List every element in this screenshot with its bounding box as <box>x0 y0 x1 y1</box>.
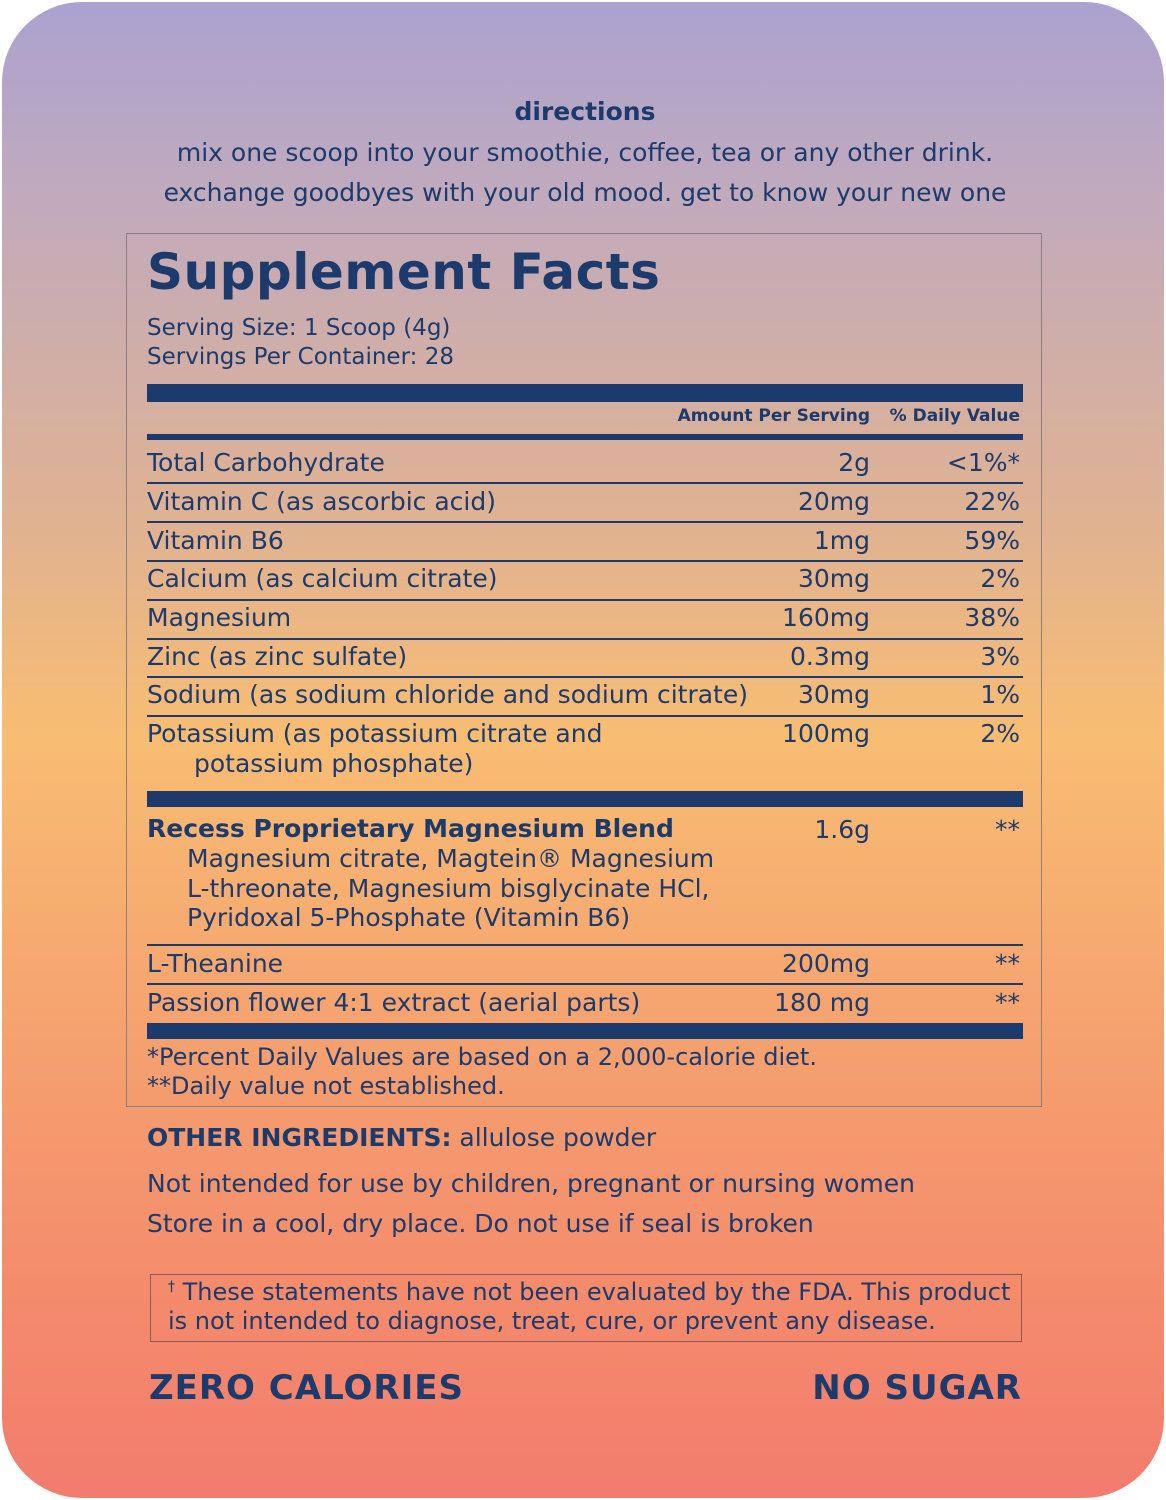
row-daily-value: ** <box>995 988 1020 1017</box>
row-amount: 2g <box>838 448 870 477</box>
no-sugar-claim: NO SUGAR <box>812 1368 1022 1408</box>
header-daily-value: % Daily Value <box>889 406 1020 426</box>
footnote-daily-values: *Percent Daily Values are based on a 2,000-calorie diet. <box>147 1043 817 1071</box>
row-rule <box>147 521 1023 523</box>
row-name: Zinc (as zinc sulfate) <box>147 642 408 671</box>
storage-text: Store in a cool, dry place. Do not use if seal is broken <box>147 1209 814 1238</box>
row-rule <box>147 983 1023 985</box>
row-name: Vitamin B6 <box>147 526 284 555</box>
fda-line-text: These statements have not been evaluated by the FDA. This product <box>175 1278 1011 1306</box>
row-daily-value: 2% <box>980 564 1020 593</box>
row-name: Passion flower 4:1 extract (aerial parts) <box>147 988 641 1017</box>
directions-title: directions <box>514 97 656 126</box>
row-amount: 200mg <box>782 949 870 978</box>
row-name: Potassium (as potassium citrate and <box>147 719 603 748</box>
row-daily-value: 59% <box>964 526 1020 555</box>
supplement-facts-title: Supplement Facts <box>147 243 661 301</box>
thick-divider <box>147 791 1023 807</box>
other-ingredients-label: OTHER INGREDIENTS: <box>147 1123 452 1152</box>
row-rule <box>147 599 1023 601</box>
row-amount: 160mg <box>782 603 870 632</box>
other-ingredients <box>147 1123 656 1152</box>
dagger-mark: † <box>168 1279 175 1295</box>
header-amount: Amount Per Serving <box>677 406 870 426</box>
row-rule <box>147 638 1023 640</box>
row-rule <box>147 560 1023 562</box>
row-amount: 30mg <box>797 564 870 593</box>
warning-text: Not intended for use by children, pregnant or nursing women <box>147 1169 916 1198</box>
row-rule <box>147 482 1023 484</box>
row-name: Magnesium <box>147 603 292 632</box>
directions-line-1: mix one scoop into your smoothie, coffee, tea or any other drink. <box>176 138 994 167</box>
blend-ingredients-line: Pyridoxal 5-Phosphate (Vitamin B6) <box>187 903 631 932</box>
blend-ingredients-line: Magnesium citrate, Magtein® Magnesium <box>187 844 715 873</box>
serving-size: Serving Size: 1 Scoop (4g) <box>147 315 451 341</box>
row-rule <box>147 715 1023 717</box>
row-name: Sodium (as sodium chloride and sodium citrate) <box>147 680 748 709</box>
fda-disclaimer-line-1 <box>168 1278 1010 1306</box>
row-amount: 180 mg <box>774 988 870 1017</box>
row-daily-value: 3% <box>980 642 1020 671</box>
row-rule <box>147 676 1023 678</box>
row-amount: 1mg <box>813 526 870 555</box>
row-amount: 0.3mg <box>790 642 870 671</box>
thick-divider <box>147 1023 1023 1039</box>
row-amount: 20mg <box>797 487 870 516</box>
blend-ingredients-line: L-threonate, Magnesium bisglycinate HCl, <box>187 874 710 903</box>
row-amount: 100mg <box>782 719 870 748</box>
row-amount: 30mg <box>797 680 870 709</box>
blend-amount: 1.6g <box>814 815 870 844</box>
thick-divider <box>147 384 1023 402</box>
other-ingredients-value: allulose powder <box>451 1123 657 1152</box>
blend-daily-value: ** <box>995 815 1020 844</box>
row-daily-value: 22% <box>964 487 1020 516</box>
row-name: Calcium (as calcium citrate) <box>147 564 498 593</box>
row-rule <box>147 944 1023 946</box>
zero-calories-claim: ZERO CALORIES <box>149 1368 464 1408</box>
footnote-not-established: **Daily value not established. <box>147 1072 505 1100</box>
servings-per-container: Servings Per Container: 28 <box>147 344 454 370</box>
row-name: L-Theanine <box>147 949 284 978</box>
row-daily-value: 2% <box>980 719 1020 748</box>
row-name: Vitamin C (as ascorbic acid) <box>147 487 496 516</box>
directions-line-2: exchange goodbyes with your old mood. get to know your new one <box>163 178 1007 207</box>
row-name-continued: potassium phosphate) <box>194 749 474 778</box>
row-name: Total Carbohydrate <box>147 448 385 477</box>
row-daily-value: <1%* <box>946 448 1020 477</box>
label-panel <box>2 2 1164 1498</box>
medium-divider <box>147 434 1023 440</box>
row-daily-value: 38% <box>964 603 1020 632</box>
row-daily-value: ** <box>995 949 1020 978</box>
fda-disclaimer-line-2: is not intended to diagnose, treat, cure, or prevent any disease. <box>168 1307 936 1335</box>
row-daily-value: 1% <box>980 680 1020 709</box>
blend-name: Recess Proprietary Magnesium Blend <box>147 814 674 843</box>
